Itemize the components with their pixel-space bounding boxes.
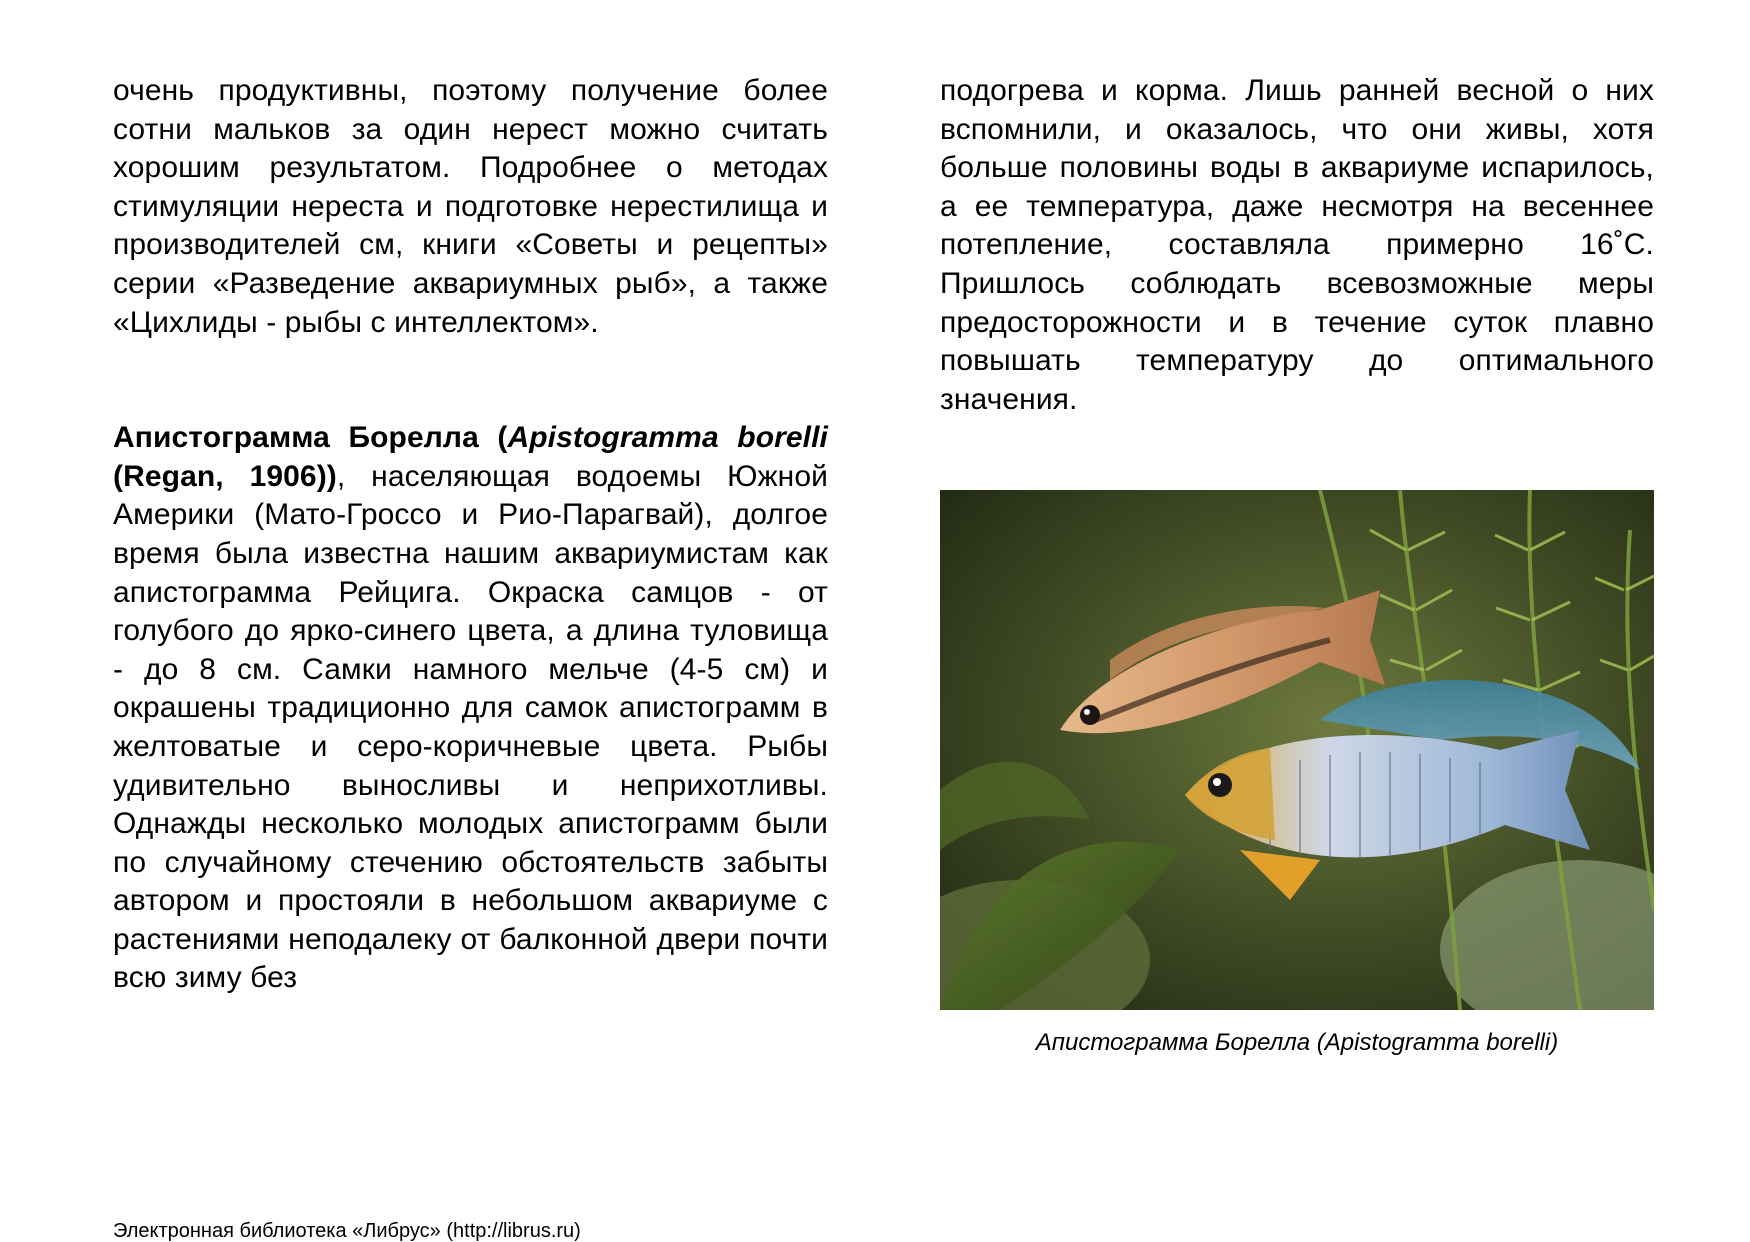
fish-illustration: [940, 490, 1654, 1010]
fish-photo: [940, 490, 1654, 1010]
paragraph-borelli-description: [113, 419, 828, 998]
figure-caption: Апистограмма Борелла (Apistogramma borelli): [1035, 1029, 1559, 1056]
species-name-latin: Apistogramma borelli: [507, 421, 828, 455]
species-author: (Regan, 1906)): [113, 459, 337, 493]
paragraph-breeding-tips: очень продуктивны, поэтому получение более сотни мальков за один нерест можно считать хорошим результатом. Подробнее о методах стимуляции нереста и подготовке нерестилища и производителей см, книги «Советы и рецепты» серии «Разведение аквариумных рыб», а также «Цихлиды - рыбы с интеллектом».: [113, 74, 828, 339]
right-text-column: [940, 72, 1654, 419]
left-text-column: [113, 72, 828, 998]
page-footer: Электронная библиотека «Либрус» (http://librus.ru): [113, 1220, 581, 1242]
species-name-ru: Апистограмма Борелла (: [113, 421, 508, 455]
paragraph-gap: [113, 342, 828, 419]
description-text: , населяющая водоемы Южной Америки (Мато-Гроссо и Рио-Парагвай), долгое время была известна нашим аквариумистам как апистограмма Рейцига. Окраска самцов - от голубого до ярко-синего цвета, а длина туловища - до 8 см. Самки намного мельче (4-5 см) и окрашены традиционно для самок апистограмм в желтоватые и серо-коричневые цвета. Рыбы удивительно выносливы и неприхотливы. Однажды несколько молодых апистограмм были по случайному стечению обстоятельств забыты автором и простояли в небольшом аквариуме с растениями неподалеку от балконной двери почти всю зиму без: [113, 459, 828, 995]
paragraph-survival-story: подогрева и корма. Лишь ранней весной о них вспомнили, и оказалось, что они живы, хотя больше половины воды в аквариуме испарилось, а ее температура, даже несмотря на весеннее потепление, составляла примерно 16˚С. Пришлось соблюдать всевозможные меры предосторожности и в течение суток плавно повышать температуру до оптимального значения.: [940, 74, 1654, 416]
